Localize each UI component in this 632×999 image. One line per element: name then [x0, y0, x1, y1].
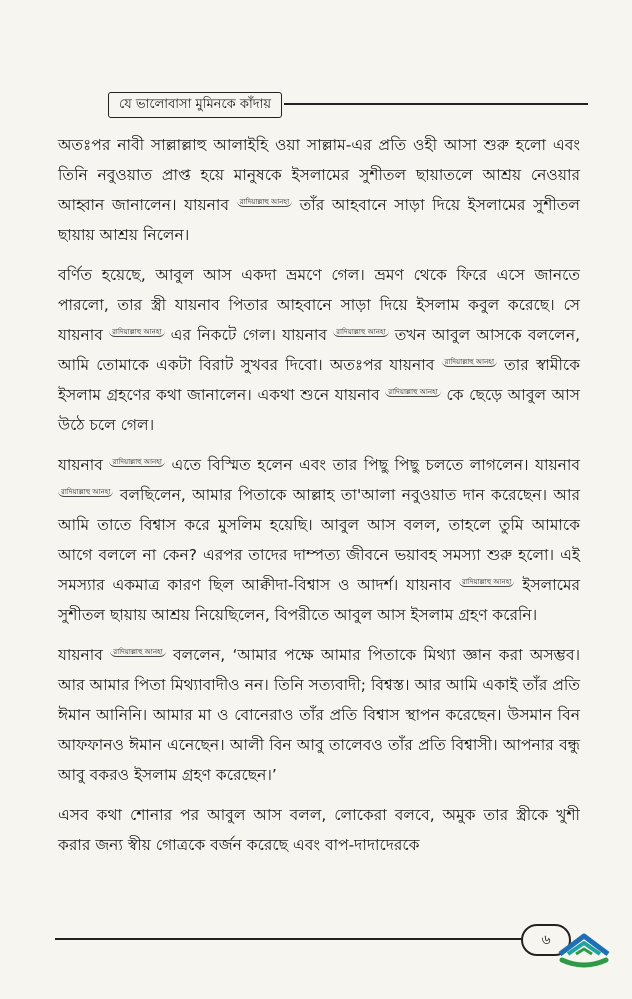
- footer-rule: [55, 938, 525, 940]
- paragraph: এসব কথা শোনার পর আবুল আস বলল, লোকেরা বলবে, অমুক তার স্ত্রীকে খুশী করার জন্য স্বীয় গোত্রকে বর্জন করেছে এবং বাপ-দাদাদেরকে: [58, 806, 580, 854]
- publisher-logo-icon: [556, 930, 612, 968]
- paragraph: যায়নাব রাদিয়াল্লাহু আনহা বললেন, ‘আমার পক্ষে আমার পিতাকে মিথ্যা জ্ঞান করা অসম্ভব। আর আমার পিতা মিথ্যাবাদীও নন। তিনি সত্যবাদী; বিশ্বস্ত। আর আমি একাই তাঁর প্রতি ঈমান আনিনি। আমার মা ও বোনেরাও তাঁর প্রতি বিশ্বাস স্থাপন করেছেন। উসমান বিন আফফানও ঈমান এনেছেন। আলী বিন আবু তালেবও তাঁর প্রতি বিশ্বাসী। আপনার বন্ধু আবু বকরও ইসলাম গ্রহণ করেছেন।’: [58, 646, 580, 784]
- body-text: [58, 130, 580, 870]
- running-header: [108, 92, 588, 118]
- paragraph: যায়নাব রাদিয়াল্লাহু আনহা এতে বিস্মিত হলেন এবং তার পিছু পিছু চলতে লাগলেন। যায়নাব রাদিয়াল্লাহু আনহা বলছিলেন, আমার পিতাকে আল্লাহ তা'আলা নবুওয়াত দান করেছেন। আর আমি তাতে বিশ্বাস করে মুসলিম হয়েছি। আবুল আস বলল, তাহলে তুমি আমাকে আগে বললে না কেন? এরপর তাদের দাম্পত্য জীবনে ভয়াবহ সমস্যা শুরু হলো। এই সমস্যার একমাত্র কারণ ছিল আক্বীদা-বিশ্বাস ও আদর্শ। যায়নাব রাদিয়াল্লাহু আনহা ইসলামের সুশীতল ছায়ায় আশ্রয় নিয়েছিলেন, বিপরীতে আবুল আস ইসলাম গ্রহণ করেনি।: [58, 456, 580, 624]
- honorific-glyph: রাদিয়াল্লাহু আনহা: [110, 648, 165, 657]
- page-number: ৬: [521, 924, 571, 956]
- header-rule: [284, 103, 588, 105]
- paragraph: বর্ণিত হয়েছে, আবুল আস একদা ভ্রমণে গেল। ভ্রমণ থেকে ফিরে এসে জানতে পারলো, তার স্ত্রী যায়নাব পিতার আহবানে সাড়া দিয়ে ইসলাম কবুল করেছে। সে যায়নাব রাদিয়াল্লাহু আনহা এর নিকটে গেল। যায়নাব রাদিয়াল্লাহু আনহা তখন আবুল আসকে বললেন, আমি তোমাকে একটা বিরাট সুখবর দিবো। অতঃপর যায়নাব রাদিয়াল্লাহু আনহা তার স্বামীকে ইসলাম গ্রহণের কথা জানালেন। একথা শুনে যায়নাব রাদিয়াল্লাহু আনহা কে ছেড়ে আবুল আস উঠে চলে গেল।: [58, 266, 580, 434]
- honorific-glyph: রাদিয়াল্লাহু আনহা: [58, 488, 113, 497]
- honorific-glyph: রাদিয়াল্লাহু আনহা: [109, 328, 164, 337]
- honorific-glyph: রাদিয়াল্লাহু আনহা: [385, 388, 440, 397]
- honorific-glyph: রাদিয়াল্লাহু আনহা: [237, 198, 292, 207]
- honorific-glyph: রাদিয়াল্লাহু আনহা: [109, 458, 164, 467]
- honorific-glyph: রাদিয়াল্লাহু আনহা: [442, 358, 497, 367]
- honorific-glyph: রাদিয়াল্লাহু আনহা: [459, 578, 514, 587]
- honorific-glyph: রাদিয়াল্লাহু আনহা: [333, 328, 388, 337]
- paragraph: অতঃপর নাবী সাল্লাল্লাহু আলাইহি ওয়া সাল্লাম-এর প্রতি ওহী আসা শুরু হলো এবং তিনি নবুওয়াত প্রাপ্ত হয়ে মানুষকে ইসলামের সুশীতল ছায়াতলে আশ্রয় নেওয়ার আহ্বান জানালেন। যায়নাব রাদিয়াল্লাহু আনহা তাঁর আহবানে সাড়া দিয়ে ইসলামের সুশীতল ছায়ায় আশ্রয় নিলেন।: [58, 136, 580, 244]
- header-title: যে ভালোবাসা মুমিনকে কাঁদায়: [108, 92, 282, 118]
